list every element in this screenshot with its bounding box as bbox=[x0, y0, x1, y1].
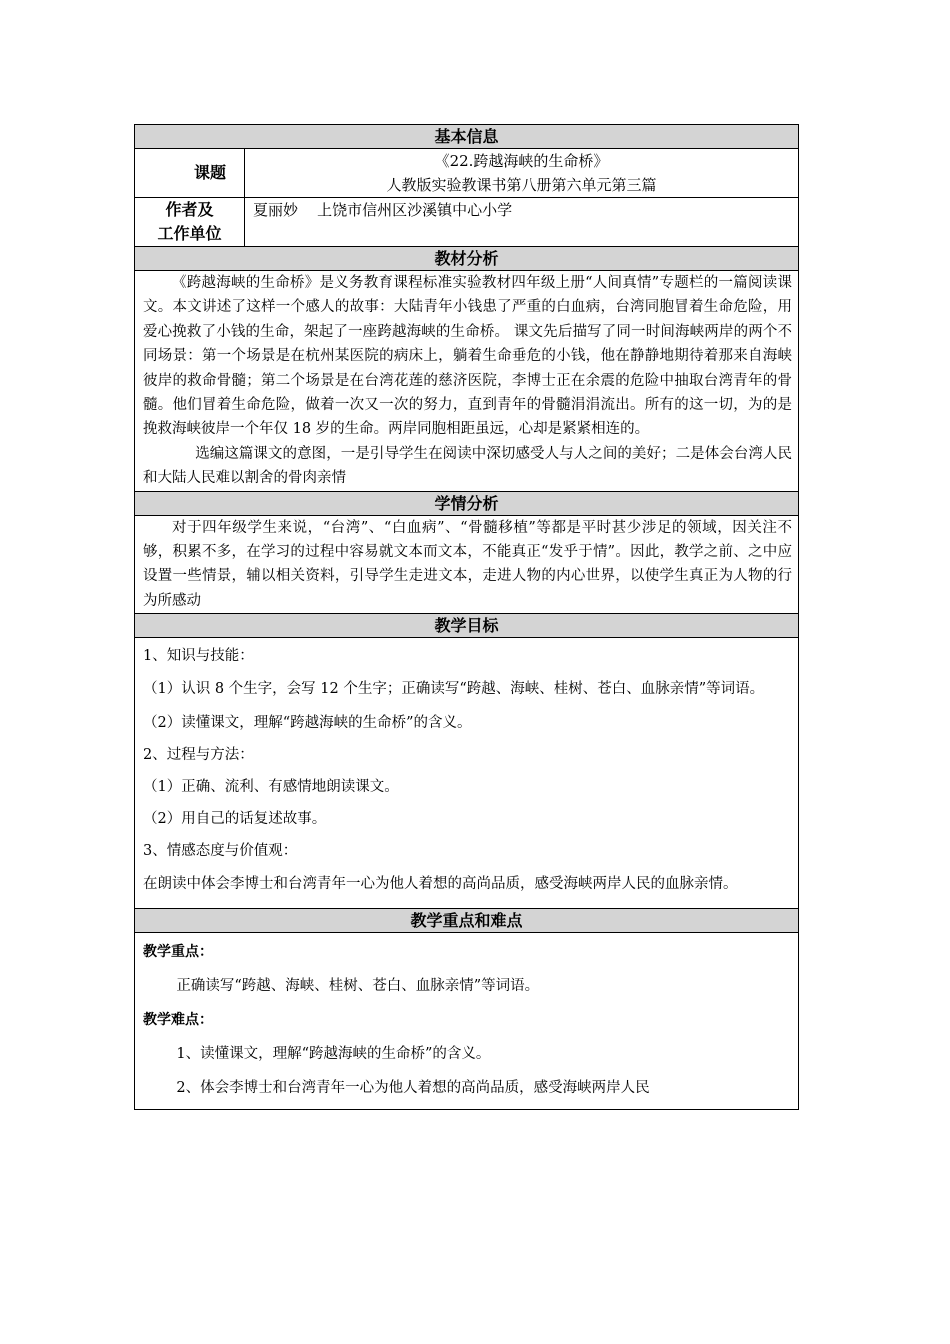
student-analysis-body bbox=[135, 515, 799, 614]
topic-source: 人教版实验教课书第八册第六单元第三篇 bbox=[386, 176, 657, 194]
difficulty-label: 教学难点： bbox=[143, 1012, 213, 1029]
focus-item: 正确读写“跨越、海峡、桂树、苍白、血脉亲情”等词语。 bbox=[176, 978, 540, 995]
author-label-line1: 作者及 bbox=[165, 200, 214, 219]
goal-item: （2）读懂课文，理解“跨越海峡的生命桥”的含义。 bbox=[143, 715, 472, 732]
key-points-row bbox=[135, 933, 799, 1110]
basic-info-header-row bbox=[135, 125, 799, 149]
key-points-header-row bbox=[135, 909, 799, 933]
focus-label: 教学重点： bbox=[143, 944, 213, 961]
goals-body bbox=[135, 638, 799, 909]
textbook-analysis-header-row bbox=[135, 247, 799, 271]
goal-item: 2、过程与方法： bbox=[143, 747, 254, 764]
author-row bbox=[135, 198, 799, 247]
difficulty-item: 2、体会李博士和台湾青年一心为他人着想的高尚品质，感受海峡两岸人民 bbox=[176, 1080, 650, 1097]
goals-header: 教学目标 bbox=[135, 614, 799, 638]
goal-item: （1）认识 8 个生字，会写 12 个生字；正确读写“跨越、海峡、桂树、苍白、血脉亲情”等词语。 bbox=[143, 681, 765, 698]
goals-header-row bbox=[135, 614, 799, 638]
textbook-analysis-body bbox=[135, 271, 799, 492]
goal-item: 1、知识与技能： bbox=[143, 648, 254, 665]
lesson-plan-document bbox=[134, 124, 798, 1110]
goal-item: 3、情感态度与价值观： bbox=[143, 843, 298, 860]
author-value: 夏丽妙 上饶市信州区沙溪镇中心小学 bbox=[245, 198, 799, 247]
topic-row bbox=[135, 149, 799, 198]
basic-info-header: 基本信息 bbox=[135, 125, 799, 149]
textbook-analysis-paragraph: 选编这篇课文的意图，一是引导学生在阅读中深切感受人与人之间的美好；二是体会台湾人民和大陆人民难以割舍的骨肉亲情 bbox=[143, 445, 793, 487]
goal-item: 在朗读中体会李博士和台湾青年一心为他人着想的高尚品质，感受海峡两岸人民的血脉亲情。 bbox=[143, 876, 738, 893]
student-analysis-header: 学情分析 bbox=[135, 491, 799, 515]
goals-row bbox=[135, 638, 799, 909]
textbook-analysis-paragraph: 《跨越海峡的生命桥》是义务教育课程标准实验教材四年级上册“人间真情”专题栏的一篇阅读课文。本文讲述了这样一个感人的故事：大陆青年小钱患了严重的白血病，台湾同胞冒着生命危险，用爱心挽救了小钱的生命，架起了一座跨越海峡的生命桥。 课文先后描写了同一时间海峡两岸的两个不同场景：第一个场景是在杭州某医院的病床上，躺着生命垂危的小钱，他在静静地期待着那来自海峡彼岸的救命骨髓；第二个场景是在台湾花莲的慈济医院，李博士正在余震的危险中抽取台湾青年的骨髓。他们冒着生命危险，做着一次又一次的努力，直到青年的骨髓涓涓流出。所有的这一切，为的是挽救海峡彼岸一个年仅 18 岁的生命。两岸同胞相距虽远，心却是紧紧相连的。 bbox=[143, 275, 793, 438]
topic-value bbox=[245, 149, 799, 198]
textbook-analysis-header: 教材分析 bbox=[135, 247, 799, 271]
student-analysis-paragraph: 对于四年级学生来说，“台湾”、“白血病”、“骨髓移植”等都是平时甚少涉足的领域，因关注不够，积累不多，在学习的过程中容易就文本而文本，不能真正“发乎于情”。因此，教学之前、之中应设置一些情景，辅以相关资料，引导学生走进文本，走进人物的内心世界，以使学生真正为人物的行为所感动 bbox=[143, 519, 793, 609]
topic-label: 课题 bbox=[135, 149, 245, 198]
student-analysis-row bbox=[135, 515, 799, 614]
author-label-line2: 工作单位 bbox=[157, 224, 222, 243]
key-points-body bbox=[135, 933, 799, 1110]
lesson-plan-table bbox=[134, 124, 799, 1110]
goal-item: （2）用自己的话复述故事。 bbox=[143, 811, 327, 828]
textbook-analysis-row bbox=[135, 271, 799, 492]
key-points-header: 教学重点和难点 bbox=[135, 909, 799, 933]
goal-item: （1）正确、流利、有感情地朗读课文。 bbox=[143, 779, 399, 796]
student-analysis-header-row bbox=[135, 491, 799, 515]
topic-title: 《22.跨越海峡的生命桥》 bbox=[434, 152, 609, 170]
author-label bbox=[135, 198, 245, 247]
difficulty-item: 1、读懂课文，理解“跨越海峡的生命桥”的含义。 bbox=[176, 1046, 491, 1063]
